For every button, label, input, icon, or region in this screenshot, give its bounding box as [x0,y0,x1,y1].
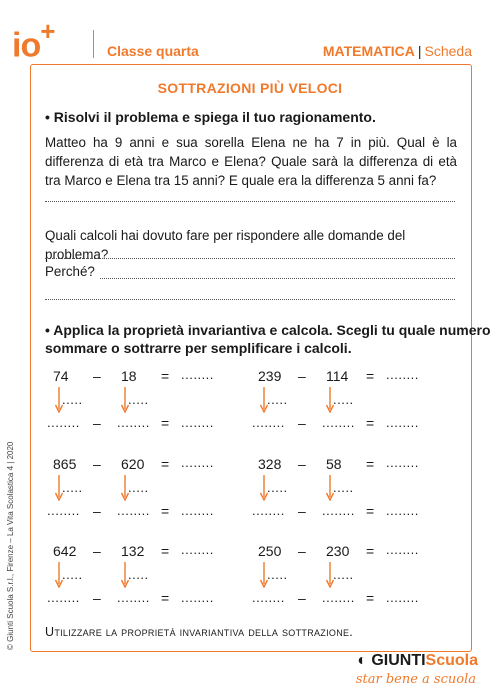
new-minuend-blank[interactable]: ........ [47,415,80,430]
result-blank[interactable]: ........ [181,542,214,557]
operator-blank[interactable]: ..... [62,392,83,407]
equals-sign: = [161,415,170,431]
class-label: Classe quarta [107,43,199,59]
header-divider [93,30,94,58]
new-subtrahend-blank[interactable]: ........ [117,590,150,605]
brand-tagline: star bene a scuola [355,672,476,687]
answer-line-3[interactable] [100,278,455,279]
equals-sign: = [161,368,170,384]
equals-sign: = [366,503,375,519]
final-result-blank[interactable]: ........ [386,415,419,430]
subtrahend: 114 [326,368,349,384]
subtrahend: 620 [121,456,145,472]
final-result-blank[interactable]: ........ [386,503,419,518]
subtrahend: 58 [326,456,342,472]
io-plus-logo: io+ [12,16,55,65]
equals-sign: = [161,456,170,472]
operator-blank[interactable]: ..... [267,392,288,407]
new-subtrahend-blank[interactable]: ........ [322,415,355,430]
exercise-2-heading-line2: sommare o sottrarre per semplificare i calcoli. [45,340,352,356]
operator-blank[interactable]: ..... [267,567,288,582]
subtraction-block [250,368,450,438]
result-blank[interactable]: ........ [181,367,214,382]
operator-blank[interactable]: ..... [333,392,354,407]
subtraction-block [45,543,245,613]
minus-sign: – [298,503,306,519]
subject-label [323,43,472,59]
calculations-question: Quali calcoli hai dovuto fare per rispondere alle domande del problema? [45,228,406,262]
result-blank[interactable]: ........ [386,367,419,382]
equals-sign: = [366,590,375,606]
subtraction-block [250,456,450,526]
new-subtrahend-blank[interactable]: ........ [117,503,150,518]
final-result-blank[interactable]: ........ [181,503,214,518]
new-subtrahend-blank[interactable]: ........ [322,503,355,518]
result-blank[interactable]: ........ [181,455,214,470]
operator-blank[interactable]: ..... [267,480,288,495]
subject-separator: | [417,43,422,59]
subtraction-block [45,368,245,438]
subtrahend: 230 [326,543,350,559]
operator-blank[interactable]: ..... [128,567,149,582]
operator-blank[interactable]: ..... [62,480,83,495]
subject-name: MATEMATICA [322,43,415,59]
subtraction-block [45,456,245,526]
new-minuend-blank[interactable]: ........ [252,503,285,518]
final-result-blank[interactable]: ........ [181,590,214,605]
new-minuend-blank[interactable]: ........ [252,590,285,605]
minus-sign: – [93,415,101,431]
worksheet-title: SOTTRAZIONI PIÙ VELOCI [157,80,343,96]
sheet-type: Scheda [424,43,472,59]
new-minuend-blank[interactable]: ........ [252,415,285,430]
footer-note: Utilizzare la proprietà invariantiva della sottrazione. [45,625,354,639]
new-minuend-blank[interactable]: ........ [47,503,80,518]
result-blank[interactable]: ........ [386,455,419,470]
subtrahend: 132 [121,543,145,559]
minus-sign: – [298,456,306,472]
final-result-blank[interactable]: ........ [386,590,419,605]
copyright-credit: © Giunti Scuola S.r.l., Firenze – La Vita Scolastica 4 | 2020 [6,441,15,650]
operator-blank[interactable]: ..... [128,392,149,407]
minus-sign: – [93,456,101,472]
equals-sign: = [366,543,375,559]
equals-sign: = [366,368,375,384]
operator-blank[interactable]: ..... [333,567,354,582]
new-minuend-blank[interactable]: ........ [47,590,80,605]
exercise-1-heading: • Risolvi il problema e spiega il tuo ragionamento. [45,109,376,125]
brand-name-b: Scuola [425,652,478,669]
minus-sign: – [93,590,101,606]
minus-sign: – [298,590,306,606]
brand-name-a: GIUNTI [371,652,426,669]
exercise-2-heading-line1: • Applica la proprietà invariantiva e calcola. Scegli tu quale numero [45,322,491,338]
minus-sign: – [298,543,306,559]
operator-blank[interactable]: ..... [128,480,149,495]
problem-text: Matteo ha 9 anni e sua sorella Elena ne ha 7 in più. Qual è la differenza di età tra Marco e Elena? Quale sarà la differenza di età tra Marco e Elena tra 15 anni? E quale era la differenza 5 anni fa? [45,135,457,188]
operator-blank[interactable]: ..... [333,480,354,495]
giunti-icon: ◐ [357,652,367,669]
minuend: 865 [53,456,77,472]
answer-line-4[interactable] [45,299,455,300]
minuend: 328 [258,456,282,472]
answer-line-1[interactable] [45,201,455,202]
minuend: 74 [53,368,69,384]
subtraction-block [250,543,450,613]
minuend: 642 [53,543,77,559]
equals-sign: = [161,503,170,519]
operator-blank[interactable]: ..... [62,567,83,582]
equals-sign: = [366,415,375,431]
equals-sign: = [366,456,375,472]
minuend: 250 [258,543,282,559]
why-label: Perché? [45,264,95,279]
subtrahend: 18 [121,368,137,384]
new-subtrahend-blank[interactable]: ........ [322,590,355,605]
equals-sign: = [161,543,170,559]
minus-sign: – [93,368,101,384]
minus-sign: – [93,543,101,559]
equals-sign: = [161,590,170,606]
giunti-brand [357,652,478,670]
minus-sign: – [298,415,306,431]
final-result-blank[interactable]: ........ [181,415,214,430]
answer-line-2[interactable] [45,258,455,259]
minuend: 239 [258,368,282,384]
result-blank[interactable]: ........ [386,542,419,557]
minus-sign: – [93,503,101,519]
new-subtrahend-blank[interactable]: ........ [117,415,150,430]
minus-sign: – [298,368,306,384]
